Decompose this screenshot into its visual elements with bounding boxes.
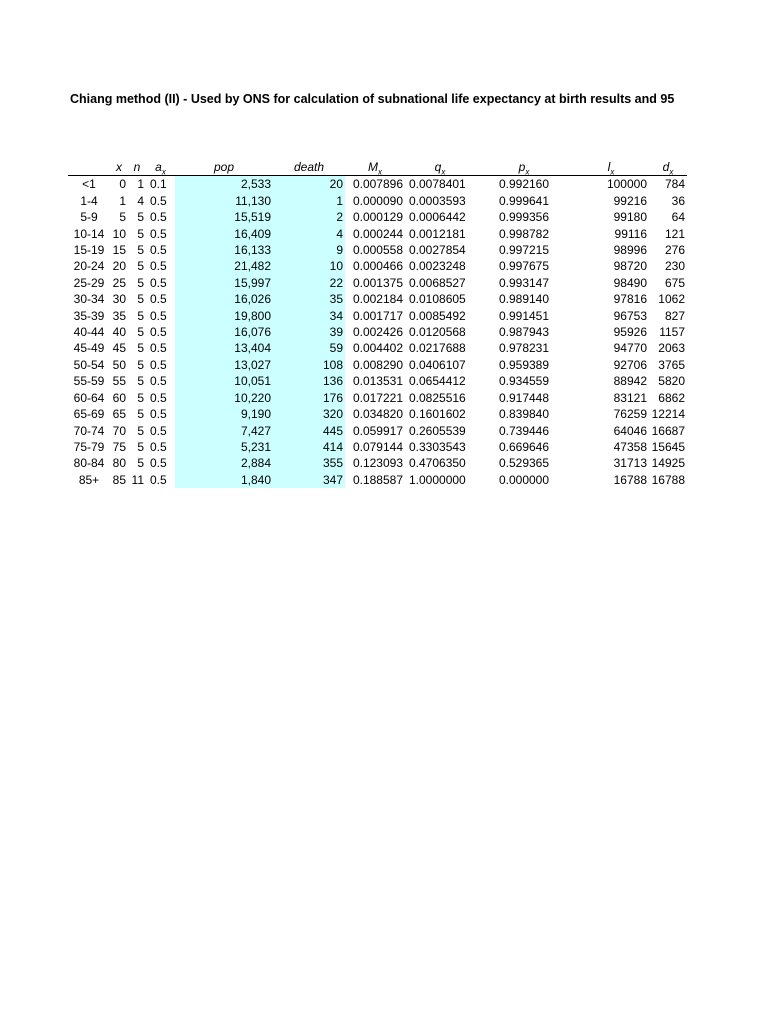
cell-x: 50 — [112, 357, 126, 372]
cell-mx: 0.001717 — [352, 308, 403, 323]
cell-age: 35-39 — [73, 308, 105, 323]
cell-qx: 0.0654412 — [409, 374, 466, 389]
cell-px: 0.999356 — [498, 210, 550, 225]
table-row — [68, 226, 687, 242]
cell-lx: 97816 — [613, 292, 647, 307]
cell-n: 5 — [137, 243, 144, 258]
cell-n: 5 — [137, 357, 144, 372]
cell-x: 60 — [112, 390, 126, 405]
cell-x: 15 — [112, 243, 126, 258]
cell-ax: 0.5 — [150, 210, 167, 225]
cell-dx: 276 — [664, 243, 685, 258]
col-header-px: $p_x$ — [475, 159, 573, 176]
cell-pop: 10,220 — [175, 390, 273, 406]
cell-ax: 0.5 — [150, 357, 167, 372]
table-row — [68, 193, 687, 209]
cell-x: 5 — [119, 210, 126, 225]
cell-x: 75 — [112, 439, 126, 454]
cell-mx: 0.002184 — [352, 292, 403, 307]
cell-qx: 0.0006442 — [409, 210, 466, 225]
cell-death: 39 — [273, 324, 345, 340]
cell-lx: 16788 — [613, 472, 647, 487]
cell-x: 55 — [112, 374, 126, 389]
cell-n: 5 — [137, 341, 144, 356]
cell-mx: 0.059917 — [352, 423, 403, 438]
cell-qx: 0.3303543 — [409, 439, 466, 454]
cell-lx: 98720 — [613, 259, 647, 274]
cell-px: 0.978231 — [498, 341, 550, 356]
cell-death: 320 — [273, 406, 345, 422]
cell-mx: 0.079144 — [352, 439, 403, 454]
cell-ax: 0.5 — [150, 390, 167, 405]
table-row — [68, 390, 687, 406]
table-row — [68, 209, 687, 225]
cell-n: 5 — [137, 292, 144, 307]
cell-qx: 1.0000000 — [409, 472, 466, 487]
table-row — [68, 275, 687, 291]
cell-death: 22 — [273, 275, 345, 291]
cell-px: 0.917448 — [498, 390, 550, 405]
cell-n: 4 — [137, 193, 144, 208]
cell-qx: 0.0108605 — [409, 292, 466, 307]
cell-x: 20 — [112, 259, 126, 274]
cell-mx: 0.004402 — [352, 341, 403, 356]
cell-dx: 5820 — [658, 374, 685, 389]
cell-age: 30-34 — [73, 292, 105, 307]
cell-death: 10 — [273, 258, 345, 274]
cell-pop: 5,231 — [175, 439, 273, 455]
col-header-n: n — [128, 159, 146, 176]
cell-lx: 31713 — [613, 456, 647, 471]
cell-mx: 0.008290 — [352, 357, 403, 372]
cell-ax: 0.1 — [150, 177, 167, 192]
cell-n: 5 — [137, 423, 144, 438]
cell-lx: 98490 — [613, 275, 647, 290]
cell-mx: 0.034820 — [352, 407, 403, 422]
cell-lx: 94770 — [613, 341, 647, 356]
cell-age: 1-4 — [80, 193, 98, 208]
cell-x: 30 — [112, 292, 126, 307]
cell-x: 40 — [112, 325, 126, 340]
cell-qx: 0.2605539 — [409, 423, 466, 438]
cell-dx: 15645 — [651, 439, 685, 454]
cell-n: 5 — [137, 210, 144, 225]
col-header-dx: $d_x$ — [649, 159, 687, 176]
cell-px: 0.997675 — [498, 259, 550, 274]
cell-mx: 0.007896 — [352, 177, 403, 192]
cell-mx: 0.123093 — [352, 456, 403, 471]
cell-lx: 99116 — [614, 226, 647, 241]
cell-px: 0.991451 — [498, 308, 550, 323]
cell-age: 50-54 — [73, 357, 105, 372]
cell-qx: 0.1601602 — [409, 407, 466, 422]
cell-lx: 88942 — [613, 374, 647, 389]
cell-death: 4 — [273, 226, 345, 242]
cell-pop: 1,840 — [175, 472, 273, 488]
cell-pop: 7,427 — [175, 423, 273, 439]
cell-ax: 0.5 — [150, 423, 167, 438]
cell-death: 2 — [273, 209, 345, 225]
col-header-qx: $q_x$ — [405, 159, 475, 176]
cell-age: 60-64 — [73, 390, 105, 405]
cell-n: 5 — [137, 308, 144, 323]
table-row — [68, 357, 687, 373]
table-row — [68, 308, 687, 324]
cell-ax: 0.5 — [150, 193, 167, 208]
cell-dx: 3765 — [658, 357, 685, 372]
cell-qx: 0.0217688 — [409, 341, 466, 356]
cell-age: 20-24 — [73, 259, 105, 274]
cell-lx: 92706 — [613, 357, 647, 372]
cell-n: 5 — [137, 275, 144, 290]
cell-death: 9 — [273, 242, 345, 258]
cell-pop: 15,519 — [175, 209, 273, 225]
cell-n: 11 — [131, 472, 144, 487]
col-header-ax: $a_x$ — [146, 159, 175, 176]
cell-px: 0.993147 — [498, 275, 550, 290]
cell-pop: 9,190 — [175, 406, 273, 422]
table-row — [68, 472, 687, 488]
cell-ax: 0.5 — [150, 472, 167, 487]
cell-n: 5 — [137, 456, 144, 471]
cell-pop: 13,404 — [175, 340, 273, 356]
col-header-lx: $l_x$ — [573, 159, 649, 176]
cell-ax: 0.5 — [150, 456, 167, 471]
cell-qx: 0.0027854 — [409, 243, 466, 258]
cell-dx: 675 — [664, 275, 685, 290]
table-row — [68, 406, 687, 422]
table-row — [68, 373, 687, 389]
table-row — [68, 176, 687, 193]
col-header-pop: pop — [175, 159, 273, 176]
col-header-death: death — [273, 159, 345, 176]
cell-px: 0.000000 — [498, 472, 550, 487]
cell-lx: 99180 — [613, 210, 647, 225]
cell-dx: 12214 — [651, 407, 685, 422]
cell-mx: 0.188587 — [352, 472, 403, 487]
cell-death: 108 — [273, 357, 345, 373]
cell-px: 0.989140 — [498, 292, 550, 307]
cell-lx: 100000 — [606, 177, 647, 192]
cell-pop: 16,026 — [175, 291, 273, 307]
cell-qx: 0.0120568 — [409, 325, 466, 340]
cell-age: 75-79 — [73, 439, 105, 454]
cell-mx: 0.000244 — [352, 226, 403, 241]
cell-death: 445 — [273, 423, 345, 439]
cell-mx: 0.000466 — [352, 259, 403, 274]
cell-age: 55-59 — [73, 374, 105, 389]
table-row — [68, 258, 687, 274]
cell-dx: 36 — [671, 193, 685, 208]
cell-dx: 64 — [671, 210, 685, 225]
cell-qx: 0.4706350 — [409, 456, 466, 471]
cell-x: 0 — [119, 177, 126, 192]
cell-death: 414 — [273, 439, 345, 455]
cell-pop: 2,884 — [175, 455, 273, 471]
cell-qx: 0.0085492 — [409, 308, 466, 323]
cell-qx: 0.0825516 — [409, 390, 466, 405]
cell-age: 45-49 — [73, 341, 105, 356]
cell-px: 0.669646 — [498, 439, 550, 454]
cell-lx: 96753 — [613, 308, 647, 323]
cell-pop: 15,997 — [175, 275, 273, 291]
cell-pop: 16,409 — [175, 226, 273, 242]
cell-ax: 0.5 — [150, 374, 167, 389]
cell-px: 0.992160 — [498, 177, 550, 192]
cell-age: 80-84 — [73, 456, 105, 471]
cell-dx: 784 — [664, 177, 685, 192]
header-row — [68, 159, 687, 176]
cell-n: 5 — [137, 390, 144, 405]
cell-dx: 827 — [664, 308, 685, 323]
cell-mx: 0.017221 — [352, 390, 403, 405]
cell-ax: 0.5 — [150, 308, 167, 323]
cell-age: 70-74 — [73, 423, 105, 438]
cell-n: 1 — [137, 177, 144, 192]
cell-death: 34 — [273, 308, 345, 324]
cell-ax: 0.5 — [150, 292, 167, 307]
cell-age: 5-9 — [80, 210, 98, 225]
cell-x: 80 — [112, 456, 126, 471]
cell-qx: 0.0068527 — [409, 275, 466, 290]
cell-lx: 47358 — [613, 439, 647, 454]
col-header-x: x — [110, 159, 128, 176]
table-row — [68, 324, 687, 340]
cell-px: 0.934559 — [498, 374, 550, 389]
cell-ax: 0.5 — [150, 439, 167, 454]
cell-px: 0.959389 — [498, 357, 550, 372]
cell-lx: 64046 — [613, 423, 647, 438]
cell-pop: 16,076 — [175, 324, 273, 340]
cell-ax: 0.5 — [150, 325, 167, 340]
cell-px: 0.997215 — [498, 243, 550, 258]
cell-x: 85 — [112, 472, 126, 487]
cell-lx: 98996 — [613, 243, 647, 258]
cell-pop: 19,800 — [175, 308, 273, 324]
cell-dx: 1157 — [659, 325, 685, 340]
cell-dx: 230 — [664, 259, 685, 274]
cell-death: 20 — [273, 176, 345, 193]
cell-dx: 16687 — [651, 423, 685, 438]
cell-ax: 0.5 — [150, 275, 167, 290]
cell-death: 347 — [273, 472, 345, 488]
cell-px: 0.739446 — [498, 423, 550, 438]
cell-lx: 83121 — [613, 390, 647, 405]
cell-x: 45 — [112, 341, 126, 356]
cell-qx: 0.0406107 — [409, 357, 466, 372]
cell-ax: 0.5 — [150, 243, 167, 258]
table-row — [68, 340, 687, 356]
cell-pop: 10,051 — [175, 373, 273, 389]
cell-pop: 13,027 — [175, 357, 273, 373]
cell-death: 59 — [273, 340, 345, 356]
cell-n: 5 — [137, 439, 144, 454]
cell-mx: 0.000129 — [352, 210, 403, 225]
cell-death: 176 — [273, 390, 345, 406]
cell-age: 15-19 — [73, 243, 105, 258]
cell-age: 65-69 — [73, 407, 105, 422]
cell-qx: 0.0003593 — [409, 193, 466, 208]
cell-n: 5 — [137, 226, 144, 241]
cell-ax: 0.5 — [150, 259, 167, 274]
cell-mx: 0.002426 — [352, 325, 403, 340]
cell-pop: 11,130 — [175, 193, 273, 209]
cell-pop: 16,133 — [175, 242, 273, 258]
table-row — [68, 439, 687, 455]
cell-mx: 0.001375 — [352, 275, 403, 290]
cell-px: 0.998782 — [498, 226, 550, 241]
cell-px: 0.839840 — [498, 407, 550, 422]
cell-age: 40-44 — [73, 325, 105, 340]
cell-px: 0.999641 — [498, 193, 550, 208]
cell-ax: 0.5 — [150, 226, 167, 241]
cell-dx: 2063 — [658, 341, 685, 356]
cell-qx: 0.0078401 — [409, 177, 466, 192]
cell-n: 5 — [137, 325, 144, 340]
cell-x: 1 — [119, 193, 126, 208]
table-row — [68, 455, 687, 471]
cell-x: 35 — [112, 308, 126, 323]
cell-age: <1 — [82, 177, 96, 192]
cell-age: 25-29 — [73, 275, 105, 290]
cell-px: 0.529365 — [498, 456, 550, 471]
cell-dx: 16788 — [651, 472, 685, 487]
cell-death: 355 — [273, 455, 345, 471]
sheet-title: Chiang method (II) - Used by ONS for calculation of subnational life expectancy at birth results and 95 — [70, 92, 675, 106]
cell-n: 5 — [137, 259, 144, 274]
cell-dx: 1062 — [658, 292, 685, 307]
cell-x: 65 — [112, 407, 126, 422]
table-row — [68, 423, 687, 439]
cell-qx: 0.0012181 — [409, 226, 466, 241]
cell-ax: 0.5 — [150, 407, 167, 422]
cell-dx: 14925 — [651, 456, 685, 471]
table-row — [68, 242, 687, 258]
cell-pop: 2,533 — [175, 176, 273, 193]
cell-mx: 0.013531 — [352, 374, 403, 389]
cell-x: 25 — [112, 275, 126, 290]
cell-n: 5 — [137, 374, 144, 389]
cell-ax: 0.5 — [150, 341, 167, 356]
cell-pop: 21,482 — [175, 258, 273, 274]
col-header-mx: $M_x$ — [345, 159, 405, 176]
cell-death: 136 — [273, 373, 345, 389]
cell-death: 1 — [273, 193, 345, 209]
cell-age: 85+ — [78, 472, 100, 487]
cell-death: 35 — [273, 291, 345, 307]
cell-dx: 6862 — [658, 390, 685, 405]
cell-lx: 76259 — [613, 407, 647, 422]
cell-x: 70 — [112, 423, 126, 438]
table-row — [68, 291, 687, 307]
cell-x: 10 — [112, 226, 126, 241]
cell-lx: 99216 — [613, 193, 647, 208]
cell-mx: 0.000558 — [352, 243, 403, 258]
cell-age: 10-14 — [73, 226, 105, 241]
cell-dx: 121 — [664, 226, 685, 241]
cell-qx: 0.0023248 — [409, 259, 466, 274]
cell-lx: 95926 — [613, 325, 647, 340]
col-header-age — [68, 159, 110, 176]
cell-px: 0.987943 — [498, 325, 550, 340]
life-table — [68, 159, 687, 488]
cell-mx: 0.000090 — [352, 193, 403, 208]
cell-n: 5 — [137, 407, 144, 422]
